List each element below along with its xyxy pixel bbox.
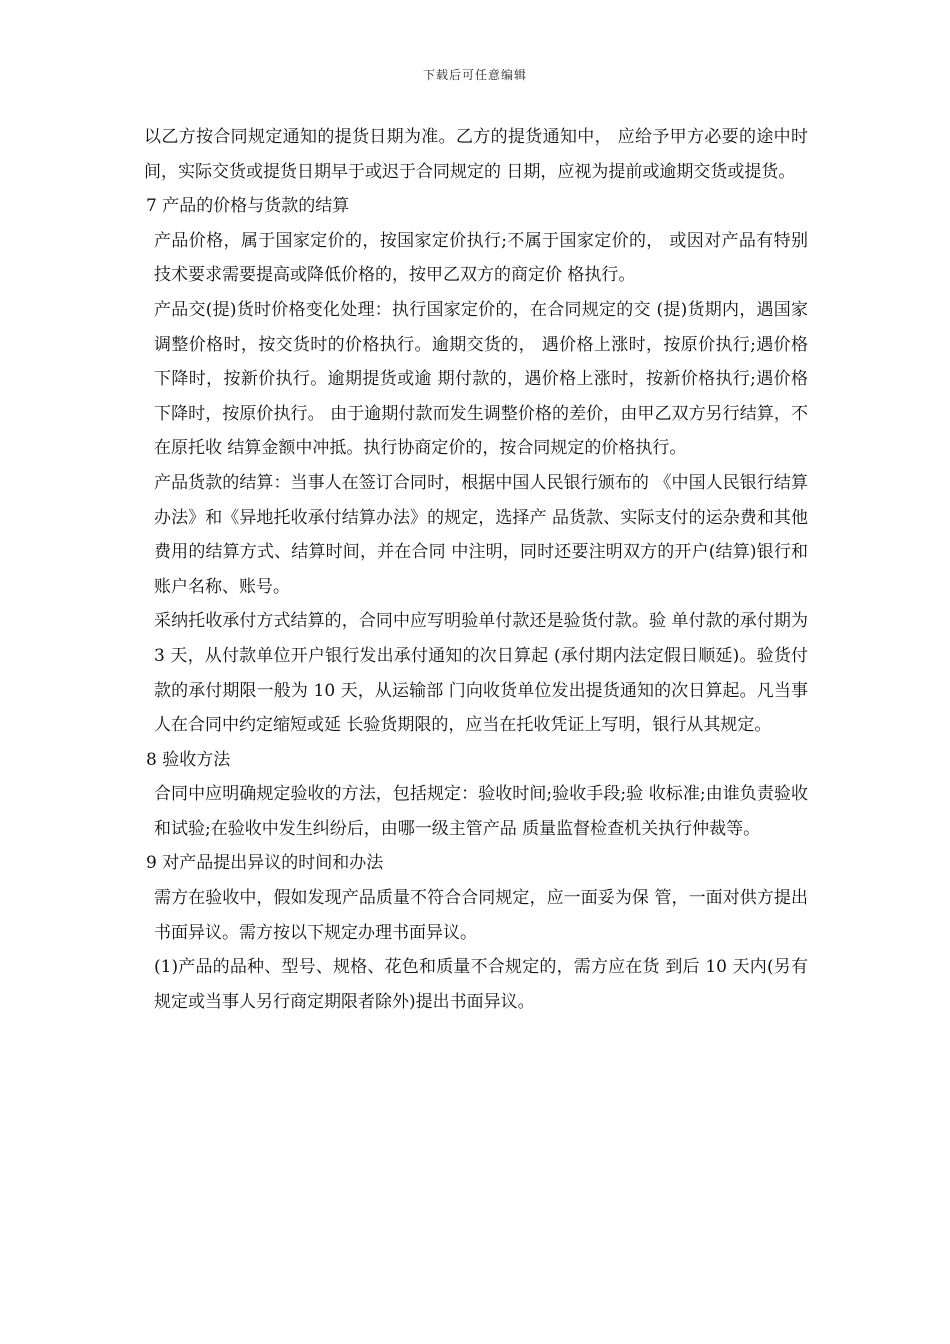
paragraph: 产品货款的结算：当事人在签订合同时，根据中国人民银行颁布的 《中国人民银行结算办法》和《异地托收承付结算办法》的规定，选择产 品货款、实际支付的运杂费和其他费用的结算方式、结算时间，并在合同 中注明，同时还要注明双方的开户(结算)银行和账户名称、账号。 [154, 472, 808, 597]
paragraph: 需方在验收中，假如发现产品质量不符合合同规定，应一面妥为保 管，一面对供方提出书面异议。需方按以下规定办理书面异议。 [154, 888, 808, 943]
paragraph: 产品价格，属于国家定价的，按国家定价执行;不属于国家定价的， 或因对产品有特别技术要求需要提高或降低价格的，按甲乙双方的商定价 格执行。 [154, 230, 808, 286]
paragraph: 采纳托收承付方式结算的，合同中应写明验单付款还是验货付款。验 单付款的承付期为 3 天，从付款单位开户银行发出承付通知的次日算起 (承付期内法定假日顺延)。验货付款的承付期限一般为 10 天，从运输部 门向收货单位发出提货通知的次日算起。凡当事人在合同中约定缩短或延 长验货期限的，应当在托收凭证上写明，银行从其规定。 [154, 611, 814, 736]
section-heading: 8 验收方法 [146, 749, 231, 770]
section-heading: 9 对产品提出异议的时间和办法 [146, 853, 384, 874]
paragraph: 产品交(提)货时价格变化处理：执行国家定价的，在合同规定的交 (提)货期内，遇国家调整价格时，按交货时的价格执行。逾期交货的， 遇价格上涨时，按原价执行;遇价格下降时，按新价执行。逾期提货或逾 期付款的，遇价格上涨时，按新价格执行;遇价格下降时，按原价执行。 由于逾期付款而发生调整价格的差价，由甲乙双方另行结算，不在原托收 结算金额中冲抵。执行协商定价的，按合同规定的价格执行。 [154, 299, 808, 459]
paragraph: (1)产品的品种、型号、规格、花色和质量不合规定的，需方应在货 到后 10 天内(另有规定或当事人另行商定期限者除外)提出书面异议。 [154, 957, 808, 1012]
section-heading: 7 产品的价格与货款的结算 [146, 196, 350, 217]
page-header: 下载后可任意编辑 [422, 68, 527, 82]
document-body [144, 120, 814, 1019]
paragraph: 合同中应明确规定验收的方法，包括规定：验收时间;验收手段;验 收标准;由谁负责验收和试验;在验收中发生纠纷后，由哪一级主管产品 质量监督检查机关执行仲裁等。 [154, 784, 808, 839]
paragraph: 以乙方按合同规定通知的提货日期为准。乙方的提货通知中， 应给予甲方必要的途中时间，实际交货或提货日期早于或迟于合同规定的 日期，应视为提前或逾期交货或提货。 [144, 127, 808, 182]
